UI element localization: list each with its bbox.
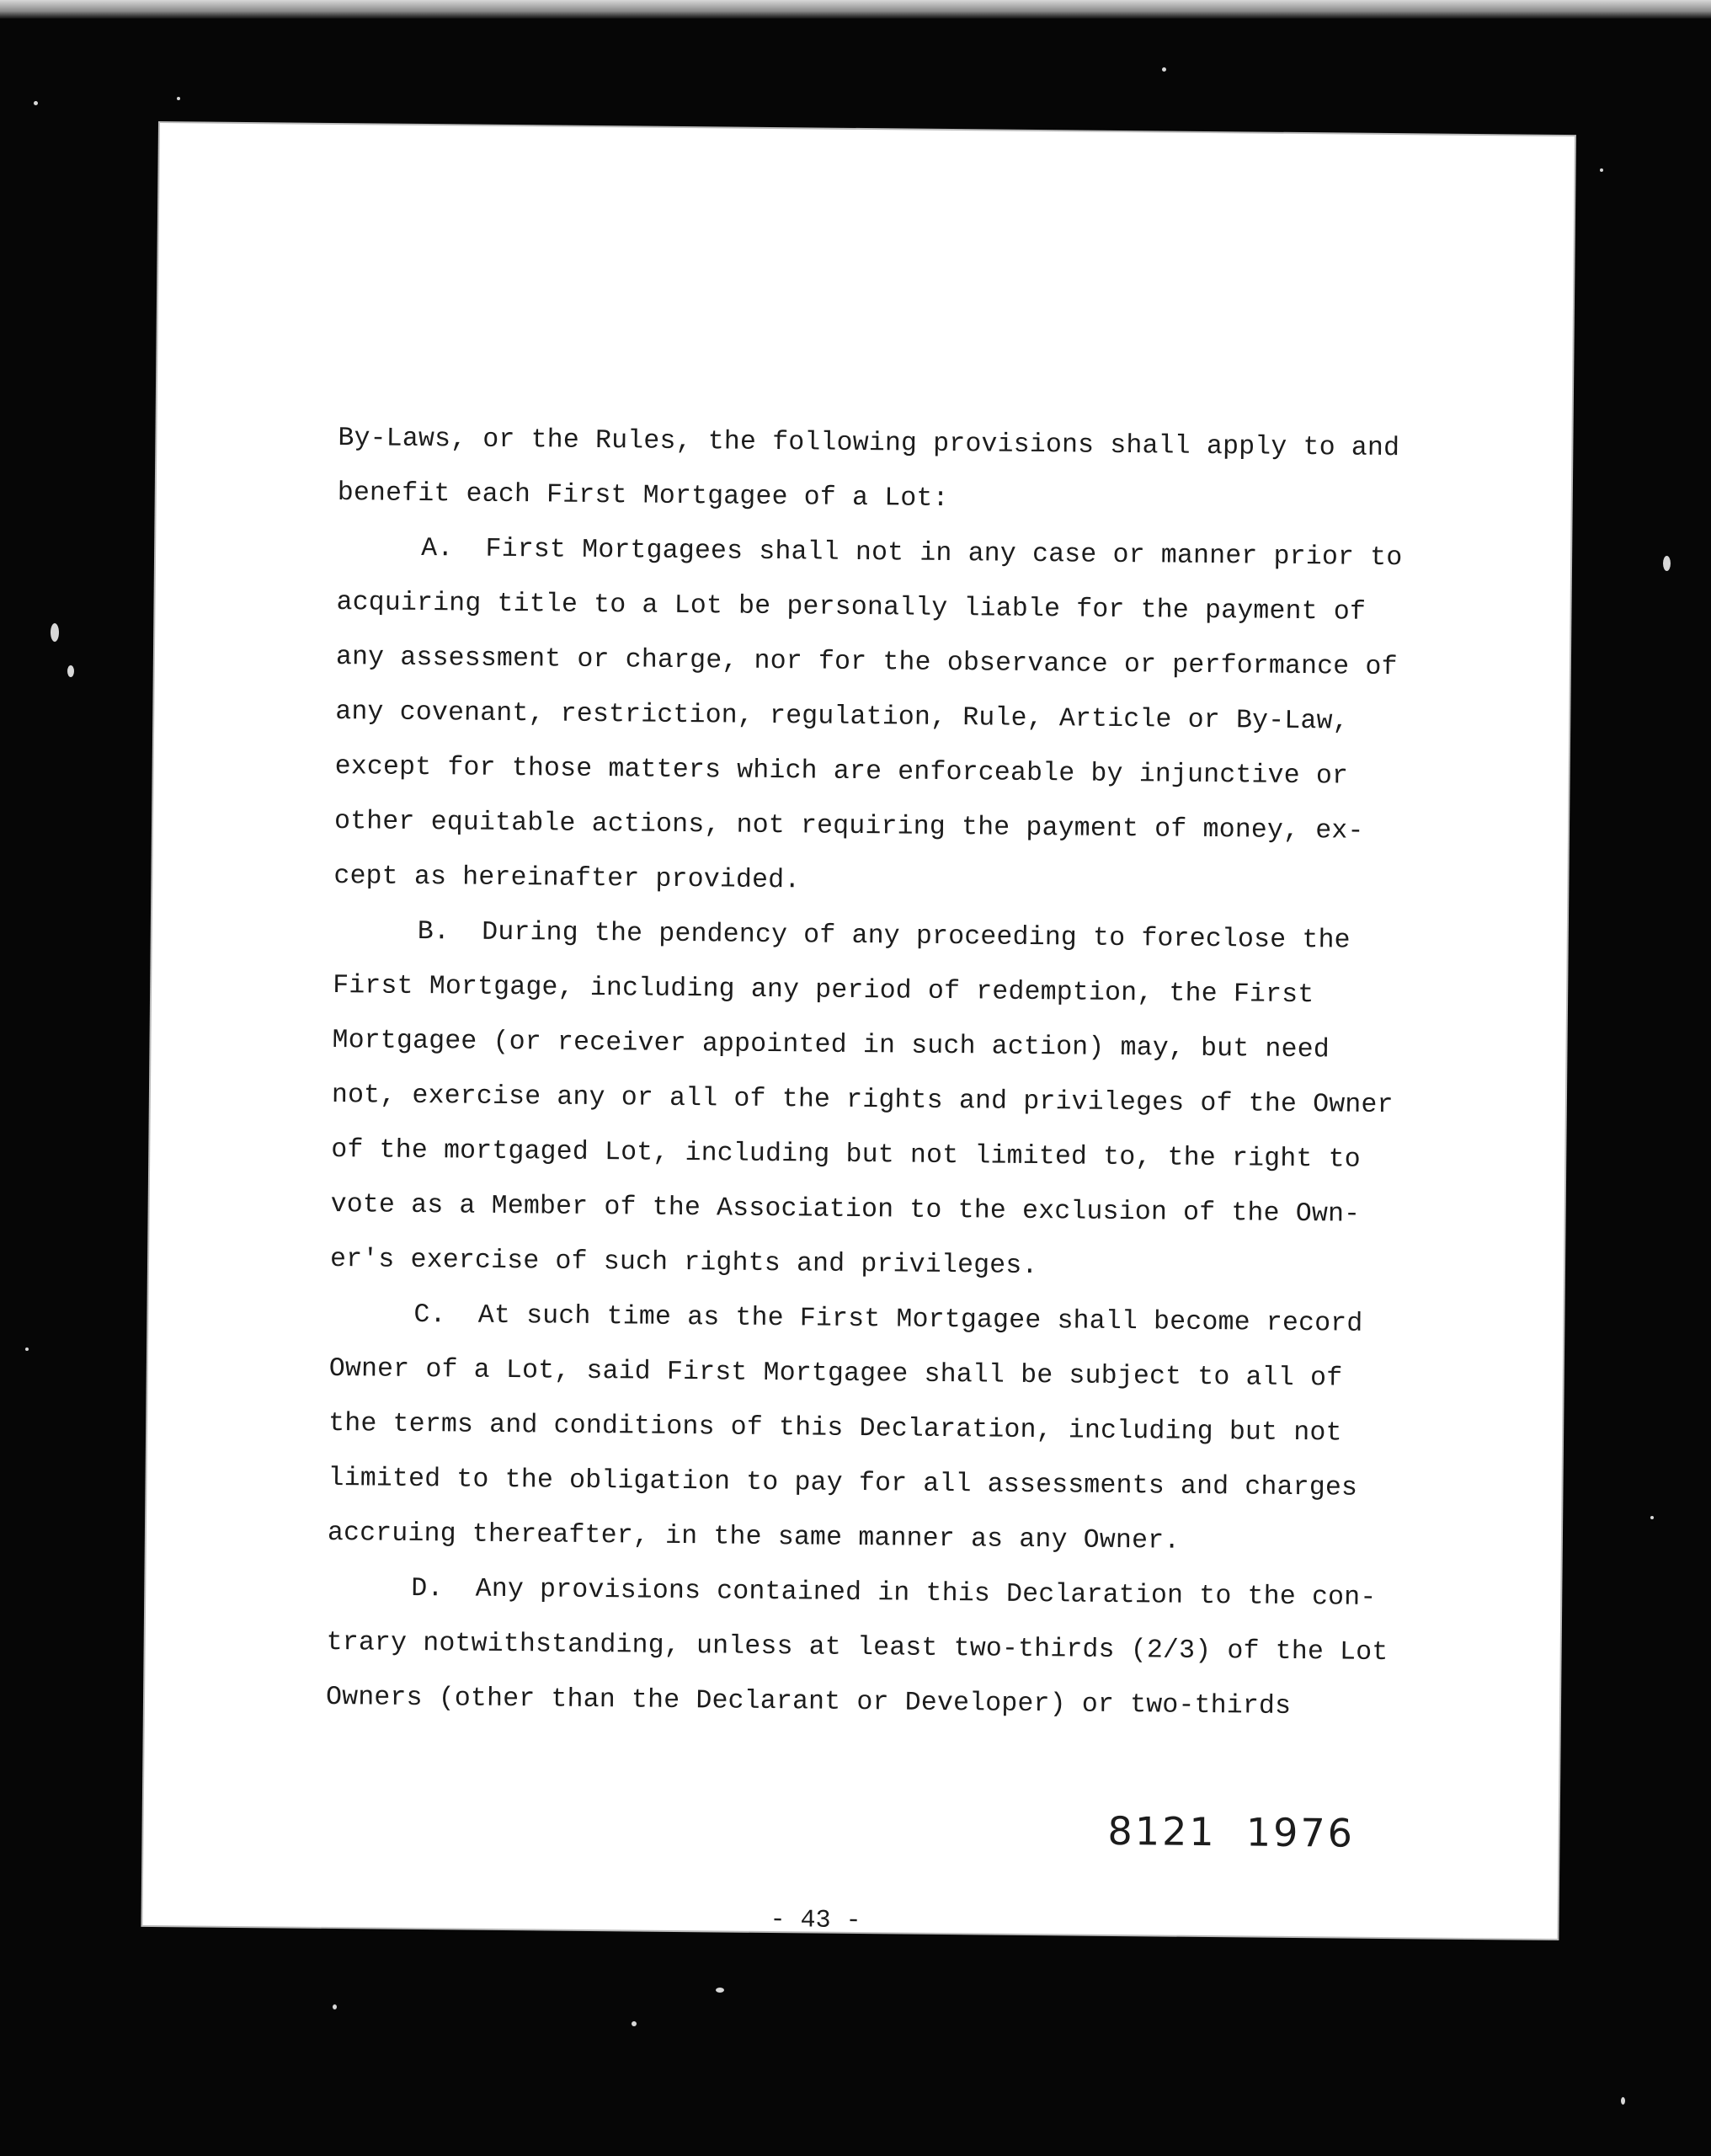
- text-line: acquiring title to a Lot be personally liable for the payment of: [336, 588, 1367, 627]
- document-page: [142, 123, 1574, 1939]
- dust-speck: [177, 97, 180, 100]
- dust-speck: [333, 2004, 337, 2009]
- dust-speck: [25, 1348, 29, 1351]
- text-line: benefit each First Mortgagee of a Lot:: [337, 478, 949, 515]
- dust-speck: [67, 665, 74, 677]
- text-line: accruing thereafter, in the same manner as any Owner.: [327, 1518, 1181, 1556]
- paragraph-a-start: A. First Mortgagees shall not in any case or manner prior to: [420, 534, 1403, 574]
- text-line: By-Laws, or the Rules, the following provisions shall apply to and: [338, 424, 1400, 464]
- document-body: [326, 411, 1442, 1736]
- dust-speck: [1650, 1516, 1654, 1519]
- paragraph-b-start: B. During the pendency of any proceeding to foreclose the: [417, 916, 1351, 956]
- text-line: Mortgagee (or receiver appointed in such action) may, but need: [332, 1026, 1330, 1065]
- text-line: of the mortgaged Lot, including but not limited to, the right to: [331, 1135, 1362, 1175]
- text-line: except for those matters which are enforceable by injunctive or: [334, 752, 1349, 792]
- text-line: First Mortgage, including any period of redemption, the First: [333, 971, 1314, 1011]
- text-line: any assessment or charge, nor for the observance or performance of: [335, 643, 1398, 683]
- text-line: Owners (other than the Declarant or Developer) or two-thirds: [325, 1682, 1292, 1721]
- text-line: Owner of a Lot, said First Mortgagee shall be subject to all of: [328, 1353, 1343, 1394]
- dust-speck: [34, 101, 38, 105]
- text-line: trary notwithstanding, unless at least two-thirds (2/3) of the Lot: [326, 1627, 1389, 1668]
- scan-top-edge: [0, 0, 1711, 19]
- dust-speck: [716, 1988, 724, 1993]
- text-line: er's exercise of such rights and privileges.: [329, 1245, 1038, 1282]
- paragraph-d-start: D. Any provisions contained in this Declaration to the con-: [411, 1573, 1377, 1613]
- text-line: limited to the obligation to pay for all assessments and charges: [328, 1463, 1358, 1503]
- dust-speck: [1621, 2097, 1625, 2105]
- dust-speck: [1600, 168, 1603, 172]
- text-line: any covenant, restriction, regulation, Rule, Article or By-Law,: [335, 697, 1349, 737]
- document-number: 8121 1976: [1107, 1807, 1356, 1856]
- dust-speck: [51, 623, 59, 642]
- text-line: the terms and conditions of this Declaration, including but not: [328, 1408, 1342, 1449]
- text-line: cept as hereinafter provided.: [333, 862, 801, 896]
- paragraph-c-start: C. At such time as the First Mortgagee shall become record: [413, 1299, 1363, 1339]
- text-line: other equitable actions, not requiring the payment of money, ex-: [333, 807, 1364, 846]
- dust-speck: [632, 2021, 637, 2026]
- dust-speck: [1663, 556, 1671, 571]
- dust-speck: [1162, 67, 1166, 72]
- text-line: not, exercise any or all of the rights and privileges of the Owner: [331, 1081, 1394, 1121]
- text-line: vote as a Member of the Association to the exclusion of the Own-: [330, 1190, 1361, 1230]
- page-number: - 43 -: [770, 1906, 861, 1936]
